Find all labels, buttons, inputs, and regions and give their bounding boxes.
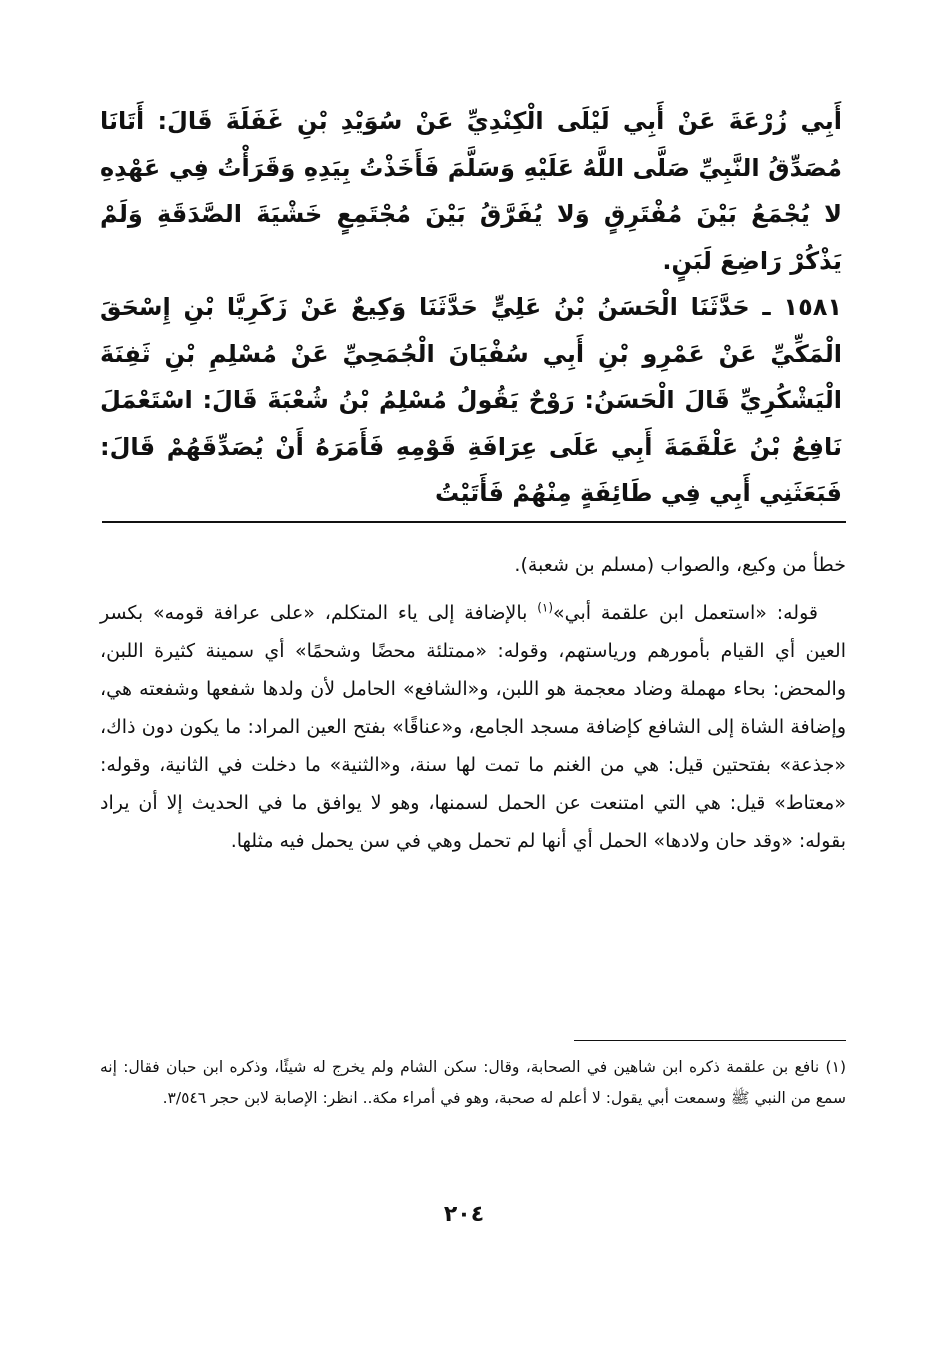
commentary-quote-start: قوله: «استعمل ابن علقمة أبي»: [553, 602, 818, 624]
commentary-body: بالإضافة إلى ياء المتكلم، «على عرافة قومه» بكسر العين أي القيام بأمورهم ورياستهم، وقوله: «ممتلئة محضًا وشحمًا» أي سمينة كثيرة اللبن، والمحض: بحاء مهملة وضاد معجمة هو اللبن، و«الشافع» الحامل لأن ولدها شفعها وشفعته هي، وإضافة الشاة إلى الشافع كإضافة مسجد الجامع، و«عناقًا» بفتح العين المراد: ما يكون دون ذاك، «جذعة» بفتحتين قيل: هي من الغنم ما تمت لها سنة، و«الثنية» ما دخلت في الثانية، وقوله: «معتاط» قيل: هي التي امتنعت عن الحمل لسمنها، وهو لا يوافق ما في الحديث إلا أن يراد بقوله: «وقد حان ولادها» الحمل أي أنها لم تحمل وهي في سن يحمل فيه مثلها.: [100, 602, 846, 852]
commentary-first-line: خطأ من وكيع، والصواب (مسلم بن شعبة).: [514, 554, 846, 576]
main-text-divider: [102, 521, 846, 523]
hadith-paragraph-continuation: أَبِي زُرْعَةَ عَنْ أَبِي لَيْلَى الْكِنْدِيِّ عَنْ سُوَيْدِ بْنِ غَفَلَةَ قَالَ: أَتَانَا مُصَدِّقُ النَّبِيِّ صَلَّى اللَّهُ عَلَيْهِ وَسَلَّمَ فَأَخَذْتُ بِيَدِهِ وَقَرَأْتُ فِي عَهْدِهِ لا يُجْمَعُ بَيْنَ مُفْتَرِقٍ وَلا يُفَرَّقُ بَيْنَ مُجْتَمِعٍ خَشْيَةَ الصَّدَقَةِ وَلَمْ يَذْكُرْ رَاضِعَ لَبَنٍ.: [100, 107, 842, 275]
hadith-text: [100, 98, 842, 517]
hadith-number: ١٥٨١: [783, 293, 843, 321]
footnote-divider: [574, 1040, 846, 1041]
footnote-text: (١) نافع بن علقمة ذكره ابن شاهين في الصحابة، وقال: سكن الشام ولم يخرج له شيئًا، وذكره ابن حبان فقال: إنه سمع من النبي ﷺ وسمعت أبي يقول: لا أعلم له صحبة، وهو في أمراء مكة.. انظر: الإصابة لابن حجر ٣/٥٤٦.: [100, 1058, 846, 1107]
hadith-paragraph-1581: [100, 284, 842, 517]
page-number: ٢٠٤: [443, 1202, 485, 1227]
hadith-body: ـ حَدَّثَنَا الْحَسَنُ بْنُ عَلِيٍّ حَدَّثَنَا وَكِيعٌ عَنْ زَكَرِيَّا بْنِ إِسْحَقَ الْمَكِّيِّ عَنْ عَمْرِو بْنِ أَبِي سُفْيَانَ الْجُمَحِيِّ عَنْ مُسْلِمِ بْنِ ثَفِنَةَ الْيَشْكُرِيِّ قَالَ الْحَسَنُ: رَوْحٌ يَقُولُ مُسْلِمُ بْنُ شُعْبَةَ قَالَ: اسْتَعْمَلَ نَافِعُ بْنُ عَلْقَمَةَ أَبِي عَلَى عِرَافَةِ قَوْمِهِ فَأَمَرَهُ أَنْ يُصَدِّقَهُمْ قَالَ: فَبَعَثَنِي أَبِي فِي طَائِفَةٍ مِنْهُمْ فَأَتَيْتُ: [100, 293, 842, 507]
commentary-paragraph: [100, 594, 846, 860]
footnote-reference[interactable]: (١): [537, 600, 554, 615]
footnote-section: [100, 1052, 846, 1114]
commentary-section: [100, 546, 846, 860]
